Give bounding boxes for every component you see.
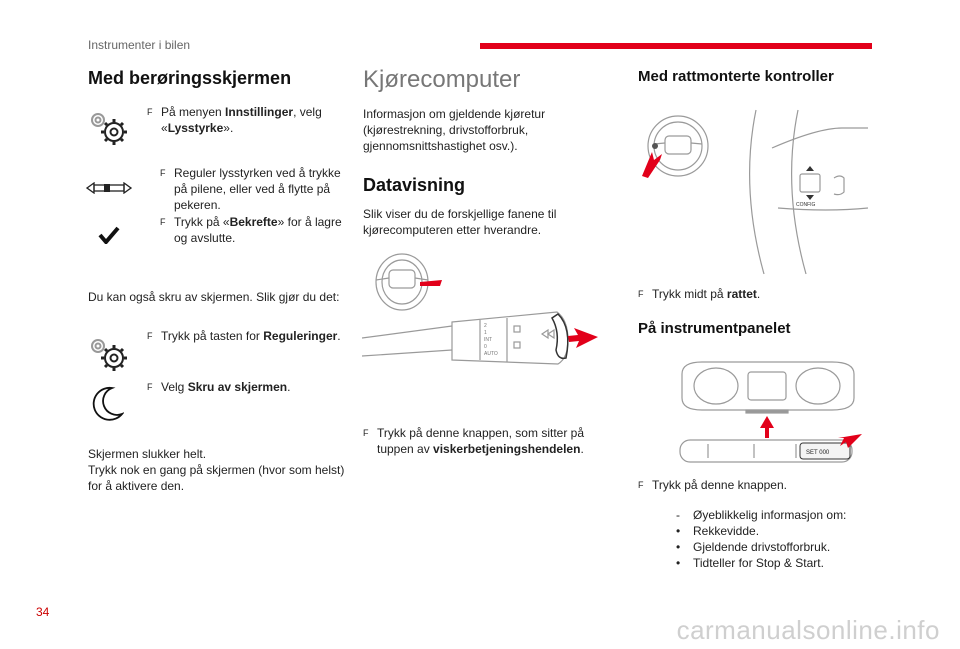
subsection-title-data-display: Datavisning (363, 175, 466, 195)
list-mark: • (676, 524, 681, 538)
bold-text: Innstillinger (225, 105, 294, 119)
bullet-mark: F (147, 382, 153, 392)
text: . (580, 442, 584, 456)
list-item: Tidteller for Stop & Start. (693, 556, 824, 570)
list-mark: • (676, 556, 681, 570)
bold-text: Lysstyrke (167, 121, 224, 135)
text: Trykk på denne knappen, som sitter på tuppen av (377, 426, 584, 456)
text: Reguler lysstyrken ved å trykke på pilene, eller ved å flytte på pekeren. (174, 166, 341, 212)
list-mark: • (676, 540, 681, 554)
list-item (676, 523, 680, 539)
section-title-steering-controls: Med rattmonterte kontroller (638, 68, 834, 85)
list-item: Rekkevidde. (693, 524, 760, 538)
list-item (676, 555, 680, 571)
slider-arrows-icon (86, 182, 132, 194)
text: Trykk på « (174, 215, 230, 229)
set-button-label: SET 000 (806, 450, 830, 456)
bold-text: viskerbetjeningshendelen (433, 442, 581, 456)
trip-computer-intro: Informasjon om gjeldende kjøretur (kjørestrekning, drivstofforbruk, gjennomsnittshastighet osv.). (363, 107, 546, 153)
header-accent-bar (480, 43, 872, 49)
bullet-mark: F (160, 217, 166, 227)
bold-text: Reguleringer (263, 329, 338, 343)
checkmark-icon (98, 226, 120, 244)
paragraph-screen-off: Du kan også skru av skjermen. Slik gjør du det: (88, 290, 340, 304)
paragraph-screen-off-result (88, 446, 348, 494)
bullet-mark: F (363, 428, 369, 438)
bullet-mark: F (160, 168, 166, 178)
text: » for å lagre og avslutte. (174, 215, 342, 245)
list-item (676, 507, 680, 523)
moon-icon (92, 386, 124, 422)
settings-gear-icon (86, 334, 132, 374)
running-header: Instrumenter i bilen (88, 38, 191, 52)
text: Velg (161, 380, 188, 394)
stalk-label-int: INT (484, 337, 493, 343)
section-title-touchscreen: Med berøringsskjermen (88, 68, 292, 88)
list-mark: - (676, 508, 680, 522)
bullet-adjust-brightness (160, 165, 352, 213)
text: , velg « (161, 105, 322, 135)
stalk-label-auto: AUTO (484, 351, 498, 357)
section-title-instrument-panel: På instrumentpanelet (638, 320, 791, 337)
bold-text: rattet (726, 287, 757, 301)
settings-gear-icon (86, 108, 132, 148)
bullet-confirm (160, 214, 352, 246)
bullet-press-stalk-button (363, 425, 612, 457)
bullet-press-wheel-center (638, 286, 882, 302)
bold-text: Bekrefte (229, 215, 278, 229)
section-title-trip-computer: Kjørecomputer (363, 66, 521, 93)
text: Trykk på denne knappen. (652, 478, 787, 492)
text: Trykk på tasten for (161, 329, 264, 343)
stalk-label-1: 1 (484, 330, 487, 336)
config-label: CONFIG (796, 202, 816, 208)
wiper-stalk-illustration (362, 250, 600, 380)
stalk-label-0: 0 (484, 344, 487, 350)
text: . (756, 287, 761, 301)
page-number: 34 (36, 605, 50, 619)
bullet-menu-settings (147, 104, 351, 136)
text: Trykk midt på (652, 287, 727, 301)
list-item: Øyeblikkelig informasjon om: (693, 508, 847, 522)
bullet-settings-key (147, 328, 351, 344)
steering-wheel-illustration (638, 108, 718, 184)
watermark: carmanualsonline.info (676, 615, 940, 645)
bullet-press-panel-button (638, 477, 882, 493)
bullet-mark: F (638, 289, 644, 299)
bullet-mark: F (638, 480, 644, 490)
bullet-mark: F (147, 107, 153, 117)
bullet-mark: F (147, 331, 153, 341)
list-item: Gjeldende drivstofforbruk. (693, 540, 831, 554)
text: . (337, 329, 341, 343)
text: Skjermen slukker helt. (88, 447, 207, 461)
instrument-panel-illustration (672, 358, 864, 468)
stalk-label-2: 2 (484, 323, 487, 329)
list-item (676, 539, 680, 555)
text: ». (223, 121, 234, 135)
bold-text: Skru av skjermen (187, 380, 288, 394)
text: . (287, 380, 291, 394)
bullet-screen-off (147, 379, 351, 395)
text: Trykk nok en gang på skjermen (hvor som helst) for å aktivere den. (88, 463, 345, 493)
steering-controls-closeup (738, 108, 868, 278)
data-display-text: Slik viser du de forskjellige fanene til kjørecomputeren etter hverandre. (363, 207, 557, 237)
text: På menyen (161, 105, 226, 119)
